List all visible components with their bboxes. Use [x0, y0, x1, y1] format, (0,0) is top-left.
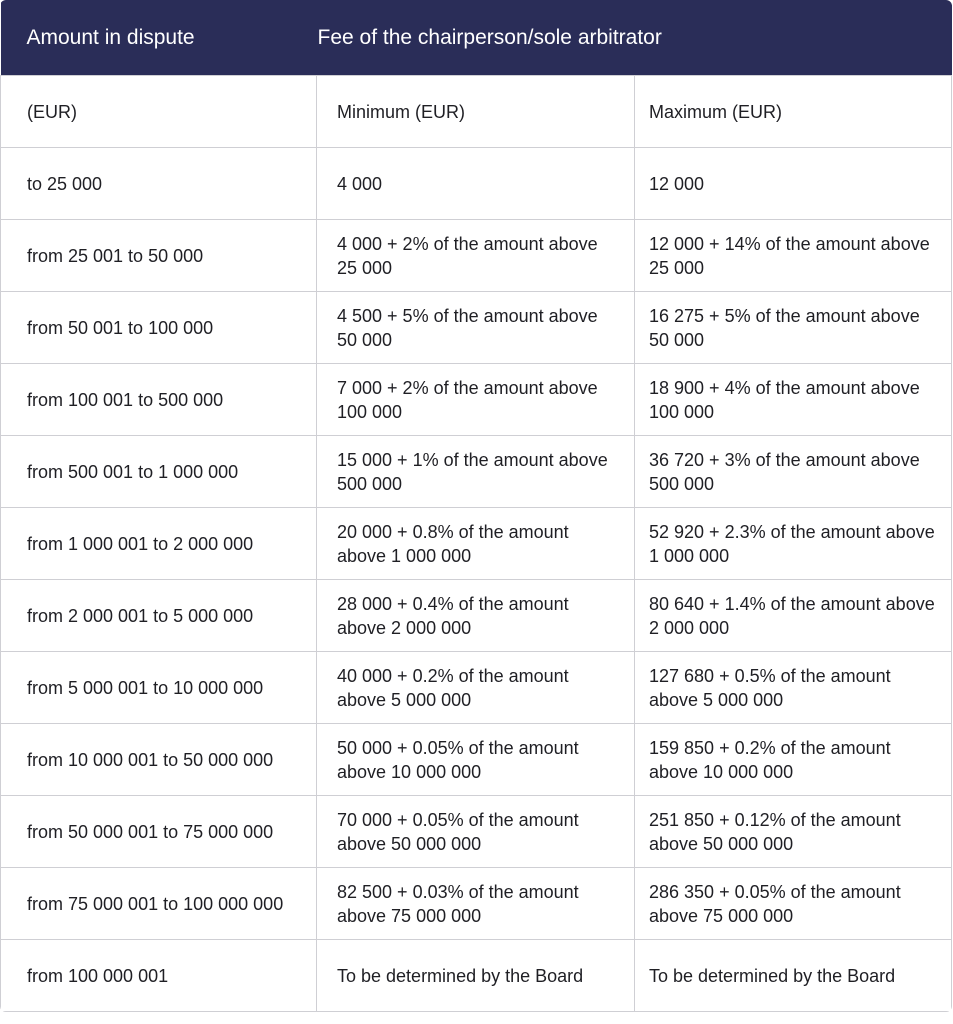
table-row — [1, 508, 952, 580]
maximum-fee-cell: 18 900 + 4% of the amount above 100 000 — [635, 364, 952, 436]
minimum-fee-cell: 70 000 + 0.05% of the amount above 50 000 000 — [317, 796, 635, 868]
maximum-fee-cell: 251 850 + 0.12% of the amount above 50 000 000 — [635, 796, 952, 868]
minimum-fee-cell: 40 000 + 0.2% of the amount above 5 000 000 — [317, 652, 635, 724]
amount-cell: from 50 001 to 100 000 — [1, 292, 317, 364]
minimum-column-label: Minimum (EUR) — [317, 76, 635, 148]
amount-cell: from 100 000 001 — [1, 940, 317, 1012]
maximum-fee-cell: 12 000 — [635, 148, 952, 220]
table-row — [1, 220, 952, 292]
amount-cell: from 50 000 001 to 75 000 000 — [1, 796, 317, 868]
table-row — [1, 796, 952, 868]
amount-cell: from 1 000 001 to 2 000 000 — [1, 508, 317, 580]
amount-cell: from 25 001 to 50 000 — [1, 220, 317, 292]
amount-cell: from 100 001 to 500 000 — [1, 364, 317, 436]
maximum-fee-cell: 52 920 + 2.3% of the amount above 1 000 000 — [635, 508, 952, 580]
maximum-fee-cell: 36 720 + 3% of the amount above 500 000 — [635, 436, 952, 508]
minimum-fee-cell: 28 000 + 0.4% of the amount above 2 000 000 — [317, 580, 635, 652]
table-row — [1, 868, 952, 940]
minimum-fee-cell: 82 500 + 0.03% of the amount above 75 000 000 — [317, 868, 635, 940]
table-row — [1, 724, 952, 796]
minimum-fee-cell: 20 000 + 0.8% of the amount above 1 000 000 — [317, 508, 635, 580]
maximum-fee-cell: 16 275 + 5% of the amount above 50 000 — [635, 292, 952, 364]
amount-cell: from 75 000 001 to 100 000 000 — [1, 868, 317, 940]
maximum-fee-cell: 127 680 + 0.5% of the amount above 5 000 000 — [635, 652, 952, 724]
minimum-fee-cell: 15 000 + 1% of the amount above 500 000 — [317, 436, 635, 508]
amount-in-dispute-header: Amount in dispute — [1, 0, 317, 76]
table-row — [1, 940, 952, 1012]
table-row — [1, 292, 952, 364]
table-row — [1, 364, 952, 436]
subheader-row — [1, 76, 952, 148]
fee-header: Fee of the chairperson/sole arbitrator — [317, 0, 952, 76]
maximum-fee-cell: To be determined by the Board — [635, 940, 952, 1012]
amount-cell: from 10 000 001 to 50 000 000 — [1, 724, 317, 796]
minimum-fee-cell: 4 500 + 5% of the amount above 50 000 — [317, 292, 635, 364]
minimum-fee-cell: To be determined by the Board — [317, 940, 635, 1012]
maximum-column-label: Maximum (EUR) — [635, 76, 952, 148]
minimum-fee-cell: 50 000 + 0.05% of the amount above 10 000 000 — [317, 724, 635, 796]
amount-cell: from 5 000 001 to 10 000 000 — [1, 652, 317, 724]
maximum-fee-cell: 159 850 + 0.2% of the amount above 10 000 000 — [635, 724, 952, 796]
amount-cell: to 25 000 — [1, 148, 317, 220]
amount-cell: from 2 000 001 to 5 000 000 — [1, 580, 317, 652]
minimum-fee-cell: 7 000 + 2% of the amount above 100 000 — [317, 364, 635, 436]
maximum-fee-cell: 80 640 + 1.4% of the amount above 2 000 000 — [635, 580, 952, 652]
minimum-fee-cell: 4 000 + 2% of the amount above 25 000 — [317, 220, 635, 292]
maximum-fee-cell: 286 350 + 0.05% of the amount above 75 000 000 — [635, 868, 952, 940]
table-row — [1, 436, 952, 508]
currency-label: (EUR) — [1, 76, 317, 148]
table-row — [1, 652, 952, 724]
table-row — [1, 580, 952, 652]
amount-cell: from 500 001 to 1 000 000 — [1, 436, 317, 508]
maximum-fee-cell: 12 000 + 14% of the amount above 25 000 — [635, 220, 952, 292]
minimum-fee-cell: 4 000 — [317, 148, 635, 220]
table-header-row — [1, 0, 952, 76]
table-row — [1, 148, 952, 220]
